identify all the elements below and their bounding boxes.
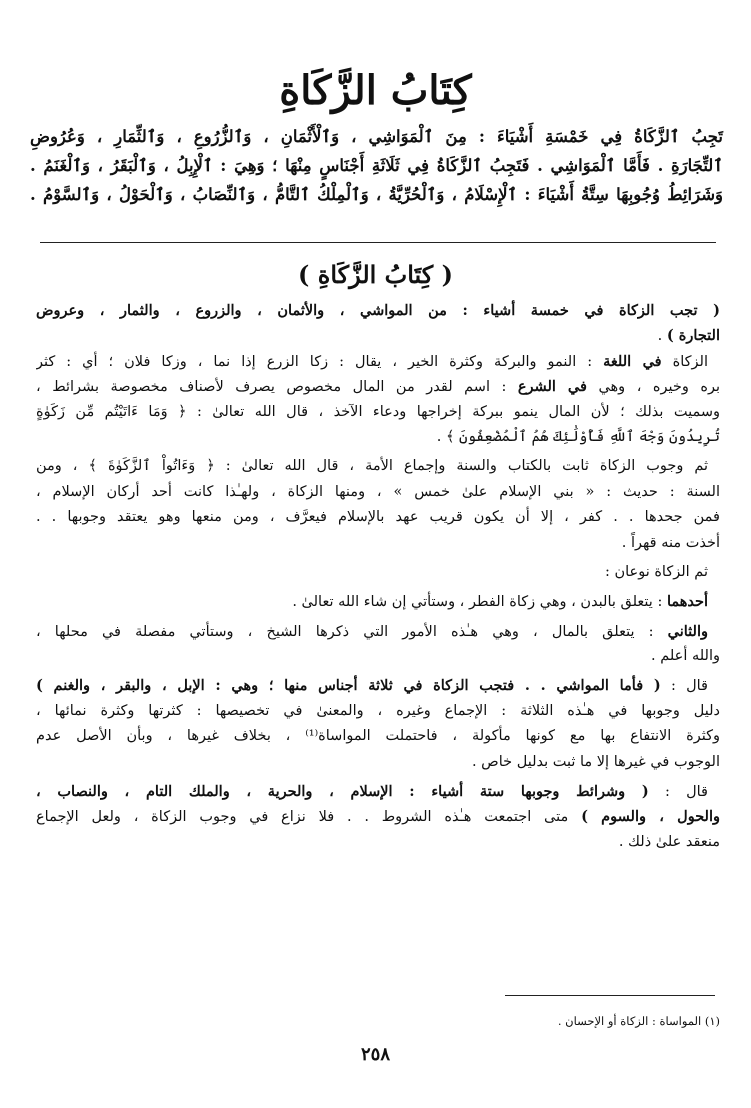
text-run: : اسم لقدر من المال مخصوص يصرف لأصناف مخصوصة بشرائط ، <box>36 379 518 396</box>
text-run: دليل وجوبها في هـٰذه الثلاثة : الإجماع وغيره ، والمعنىٰ في تخصيصها : كثرتها وكثرة نمائها ، <box>36 702 720 719</box>
text-run: متى اجتمعت هـٰذه الشروط . . فلا نزاع في وجوب الزكاة ، ولعل الإجماع <box>36 809 582 826</box>
commentary-line <box>36 454 720 479</box>
commentary-line <box>36 589 720 614</box>
text-run: والله أعلم . <box>651 648 720 665</box>
text-run: منعقد علىٰ ذلك . <box>618 833 720 850</box>
text-run: : يتعلق بالمال ، وهي هـٰذه الأمور التي ذكرها الشيخ ، وستأتي مفصلة في محلها ، <box>36 623 668 640</box>
footnote-divider <box>505 995 715 996</box>
commentary-line <box>36 619 720 644</box>
chapter-title: كِتَابُ الزَّكَاةِ <box>279 67 472 114</box>
commentary-line <box>36 505 720 530</box>
page-number: ٢٥٨ <box>360 1044 390 1065</box>
bold-phrase: في الشرع <box>517 378 587 396</box>
bold-phrase: ( فأما المواشي . . فتجب الزكاة في ثلاثة أجناس منها ؛ وهي : الإبل ، والبقر ، والغنم ) <box>36 677 661 695</box>
commentary-line <box>36 374 720 399</box>
commentary-line <box>36 779 720 804</box>
commentary-line <box>36 400 720 425</box>
commentary-text <box>36 298 720 855</box>
commentary-line <box>36 699 720 724</box>
matn-line: تَجِبُ ٱلزَّكَاةُ فِي خَمْسَةِ أَشْيَاءَ : مِنَ ٱلْمَوَاشِي ، وَٱلْأَثْمَانِ ، وَٱلزُّرُوعِ ، وَٱلثِّمَارِ ، وَعُرُوضِ <box>30 127 723 146</box>
bold-phrase: أحدهما <box>666 593 708 611</box>
text-run: وكثرة الانتفاع بها مع كونها مأكولة ، فاحتملت المواساة <box>318 728 720 745</box>
footnote: (١) المواساة : الزكاة أو الإحسان . <box>557 1014 720 1028</box>
text-run: الزكاة <box>661 353 708 370</box>
text-run: تُرِيدُونَ وَجْهَ ٱللَّهِ فَأُوْلَٰٓئِكَ هُمُ ٱلْمُضْعِفُونَ ﴾ . <box>436 428 720 445</box>
commentary-line <box>36 425 720 450</box>
text-run: ، بخلاف غيرها ، وبأن الأصل عدم <box>36 728 306 745</box>
commentary-line <box>36 531 720 556</box>
commentary-line <box>36 560 720 585</box>
text-run: . <box>657 328 667 345</box>
commentary-title: ( كِتَابُ الزَّكَاةِ ) <box>298 260 453 289</box>
footnote-marker: ⁽¹⁾ <box>305 728 319 745</box>
commentary-line <box>36 750 720 775</box>
matn-line: ٱلتِّجَارَةِ . فَأَمَّا ٱلْمَوَاشِي . فَتَجِبُ ٱلزَّكَاةُ فِي ثَلَاثَةِ أَجْنَاسٍ مِنْهَا ؛ وَهِيَ : ٱلْإِبِلُ ، وَٱلْبَقَرُ ، وَٱلْغَنَمُ . <box>30 156 723 175</box>
commentary-line <box>36 480 720 505</box>
text-run: ثم الزكاة نوعان : <box>604 563 708 580</box>
commentary-line <box>36 644 720 669</box>
text-run: : يتعلق بالبدن ، وهي زكاة الفطر ، وستأتي إن شاء الله تعالىٰ . <box>292 594 667 611</box>
text-run: قال : <box>648 784 708 801</box>
text-run: الوجوب في غيرها إلا ما ثبت بدليل خاص . <box>471 753 720 770</box>
matn-text <box>30 122 723 209</box>
commentary-line <box>36 673 720 698</box>
text-run: فمن جحدها . . كفر ، إلا أن يكون قريب عهد بالإسلام فيعرَّف ، ومن منعها وهو يعتقد وجوبها . . <box>36 509 720 526</box>
text-run: وسميت بذلك ؛ لأن المال ينمو ببركة إخراجها ودعاء الآخذ ، قال الله تعالىٰ : ﴿ وَمَا ءَاتَيْتُم مِّن زَكَوٰةٍ <box>36 403 720 420</box>
matn-line: وَشَرَائِطُ وُجُوبِهَا سِتَّةُ أَشْيَاءَ : ٱلْإِسْلَامُ ، وَٱلْحُرِّيَّةُ ، وَٱلْمِلْكُ ٱلتَّامُّ ، وَٱلنِّصَابُ ، وَٱلْحَوْلُ ، وَٱلسَّوْمُ . <box>30 185 723 204</box>
text-run: بره وخيره ، وهي <box>586 379 720 396</box>
bold-phrase: التجارة ) <box>666 327 720 345</box>
text-run: السنة : حديث : « بني الإسلام علىٰ خمس » ، ومنها الزكاة ، ولهـٰذا كانت أحد أركان الإسلام ، <box>36 483 720 500</box>
bold-phrase: والثاني <box>667 622 708 640</box>
text-run: ثم وجوب الزكاة ثابت بالكتاب والسنة وإجماع الأمة ، قال الله تعالىٰ : ﴿ وَءَاتُواْ ٱلزَّكَوٰةَ ﴾ ، ومن <box>36 458 708 475</box>
bold-phrase: والحول ، والسوم ) <box>581 808 720 826</box>
bold-phrase: ( وشرائط وجوبها ستة أشياء : الإسلام ، والحرية ، والملك التام ، والنصاب ، <box>36 783 649 801</box>
text-run: : النمو والبركة وكثرة الخير ، يقال : زكا الزرع إذا نما ، وزكا فلان ؛ أي : كثر <box>36 353 604 370</box>
commentary-line <box>36 724 720 749</box>
commentary-line <box>36 804 720 829</box>
section-divider <box>40 242 716 243</box>
commentary-line <box>36 830 720 855</box>
text-run: قال : <box>660 678 708 695</box>
commentary-line <box>36 298 720 323</box>
commentary-line <box>36 349 720 374</box>
commentary-line <box>36 323 720 348</box>
bold-phrase: في اللغة <box>603 352 662 370</box>
bold-phrase: ( تجب الزكاة في خمسة أشياء : من المواشي ، والأثمان ، والزروع ، والثمار ، وعروض <box>36 302 720 319</box>
text-run: أخذت منه قهراً . <box>621 534 720 551</box>
